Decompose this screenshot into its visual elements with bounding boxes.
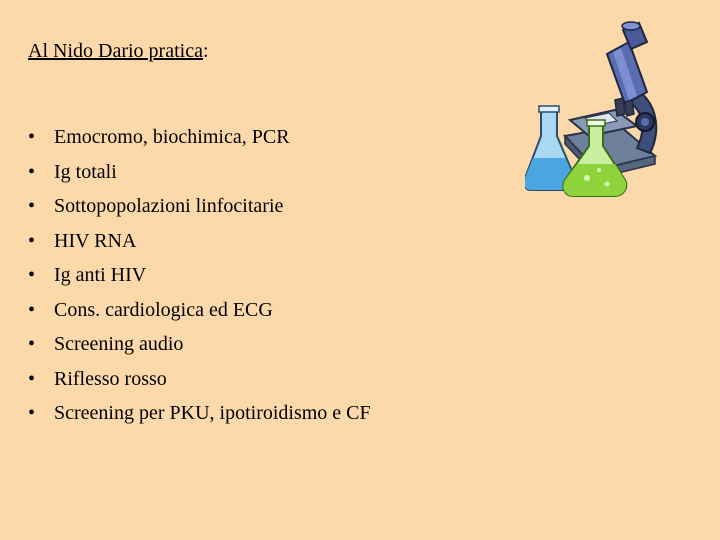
list-item-text: Screening per PKU, ipotiroidismo e CF (54, 402, 371, 424)
list-item-text: Sottopopolazioni linfocitarie (54, 195, 284, 217)
bullet-icon: • (28, 402, 36, 424)
list-item (28, 228, 371, 263)
list-item (28, 400, 371, 435)
bullet-icon: • (28, 195, 36, 217)
list-item (28, 262, 371, 297)
list-item-text: Riflesso rosso (54, 367, 167, 390)
bullet-icon: • (28, 229, 36, 252)
list-item-text: Ig anti HIV (54, 264, 147, 286)
list-item (28, 193, 371, 228)
list-item-text: Emocromo, biochimica, PCR (54, 126, 290, 148)
slide-heading (28, 38, 209, 64)
list-item-text: HIV RNA (54, 229, 137, 252)
bullet-icon: • (28, 333, 36, 355)
list-item (28, 366, 371, 401)
list-item-text: Screening audio (54, 333, 184, 355)
list-item (28, 124, 371, 159)
list-item (28, 297, 371, 332)
heading-colon: : (202, 40, 209, 62)
microscope-flasks-icon (525, 18, 675, 208)
bullet-icon: • (28, 367, 36, 390)
list-item-text: Cons. cardiologica ed ECG (54, 298, 273, 321)
bullet-icon: • (28, 298, 36, 321)
bullet-icon: • (28, 126, 36, 148)
list-item-text: Ig totali (54, 160, 117, 183)
bullet-icon: • (28, 264, 36, 286)
list-item (28, 159, 371, 194)
bullet-icon: • (28, 160, 36, 183)
heading-text: Al Nido Dario pratica (28, 40, 203, 62)
bullet-list (28, 124, 371, 435)
list-item (28, 331, 371, 366)
